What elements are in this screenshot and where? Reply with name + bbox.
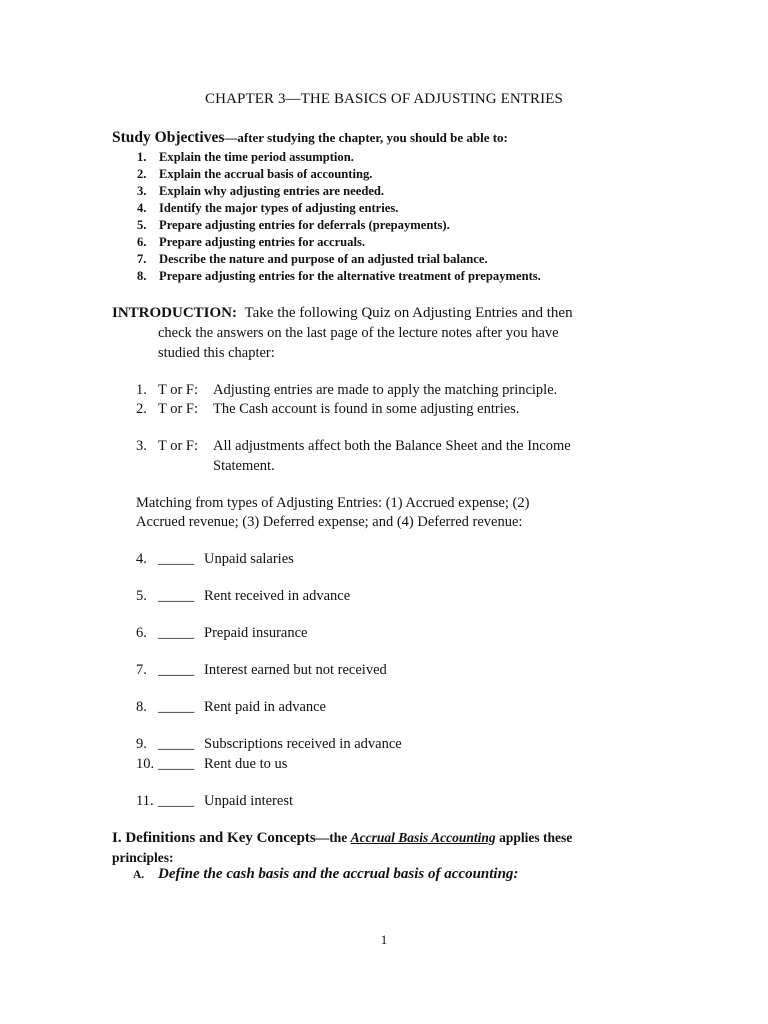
objective-item: 5. Prepare adjusting entries for deferrals (prepayments). (137, 218, 450, 232)
study-objectives-label: Study Objectives (112, 129, 225, 146)
answer-blank: _____ (158, 588, 195, 604)
subsection-a (133, 866, 518, 883)
study-objectives-lead: —after studying the chapter, you should be able to: (224, 130, 508, 145)
subsection-text: Define the cash basis and the accrual basis of accounting: (158, 866, 519, 882)
matching-item: 4. _____ Unpaid salaries (136, 551, 294, 567)
answer-blank: _____ (158, 662, 195, 678)
study-objectives-heading (112, 129, 508, 147)
introduction-line: studied this chapter: (158, 345, 275, 361)
answer-blank: _____ (158, 625, 195, 641)
objective-item: 7. Describe the nature and purpose of an adjusted trial balance. (137, 252, 488, 266)
answer-blank: _____ (158, 793, 195, 809)
subsection-letter: A. (133, 869, 145, 881)
answer-blank: _____ (158, 756, 195, 772)
matching-item: 10. _____ Rent due to us (136, 756, 288, 772)
introduction-label: INTRODUCTION: (112, 305, 238, 321)
objective-item: 4. Identify the major types of adjusting entries. (137, 201, 399, 215)
objective-item: 3. Explain why adjusting entries are needed. (137, 184, 385, 198)
answer-blank: _____ (158, 551, 195, 567)
matching-instructions: Matching from types of Adjusting Entries: (1) Accrued expense; (2) (136, 495, 530, 511)
answer-blank: _____ (158, 736, 195, 752)
section-heading-cont: principles: (112, 850, 174, 865)
matching-item: 7. _____ Interest earned but not received (136, 662, 387, 678)
matching-item: 6. _____ Prepaid insurance (136, 625, 308, 641)
matching-instructions: Accrued revenue; (3) Deferred expense; and (4) Deferred revenue: (136, 514, 523, 530)
objective-item: 8. Prepare adjusting entries for the alternative treatment of prepayments. (137, 269, 541, 283)
objective-item: 6. Prepare adjusting entries for accruals. (137, 235, 366, 249)
matching-item: 8. _____ Rent paid in advance (136, 699, 326, 715)
answer-blank: _____ (158, 699, 195, 715)
tf-question-continuation: Statement. (213, 458, 275, 474)
tf-question: 2. T or F: The Cash account is found in some adjusting entries. (136, 401, 520, 417)
introduction-line: INTRODUCTION: Take the following Quiz on Adjusting Entries and then (112, 305, 573, 321)
page-number: 1 (380, 932, 388, 947)
section-heading: I. Definitions and Key Concepts—the Accrual Basis Accounting applies these (112, 830, 573, 846)
tf-question: 1. T or F: Adjusting entries are made to apply the matching principle. (136, 382, 558, 398)
matching-item: 11. _____ Unpaid interest (136, 793, 293, 809)
objective-item: 1. Explain the time period assumption. (137, 150, 354, 164)
page-title: CHAPTER 3—THE BASICS OF ADJUSTING ENTRIES (205, 91, 563, 107)
introduction-line: check the answers on the last page of the lecture notes after you have (158, 325, 559, 341)
accrual-basis-emphasis: Accrual Basis Accounting (350, 830, 496, 845)
matching-item: 5. _____ Rent received in advance (136, 588, 351, 604)
objective-item: 2. Explain the accrual basis of accounting. (137, 167, 373, 181)
tf-question: 3. T or F: All adjustments affect both the Balance Sheet and the Income (136, 438, 571, 454)
matching-item: 9. _____ Subscriptions received in advance (136, 736, 402, 752)
